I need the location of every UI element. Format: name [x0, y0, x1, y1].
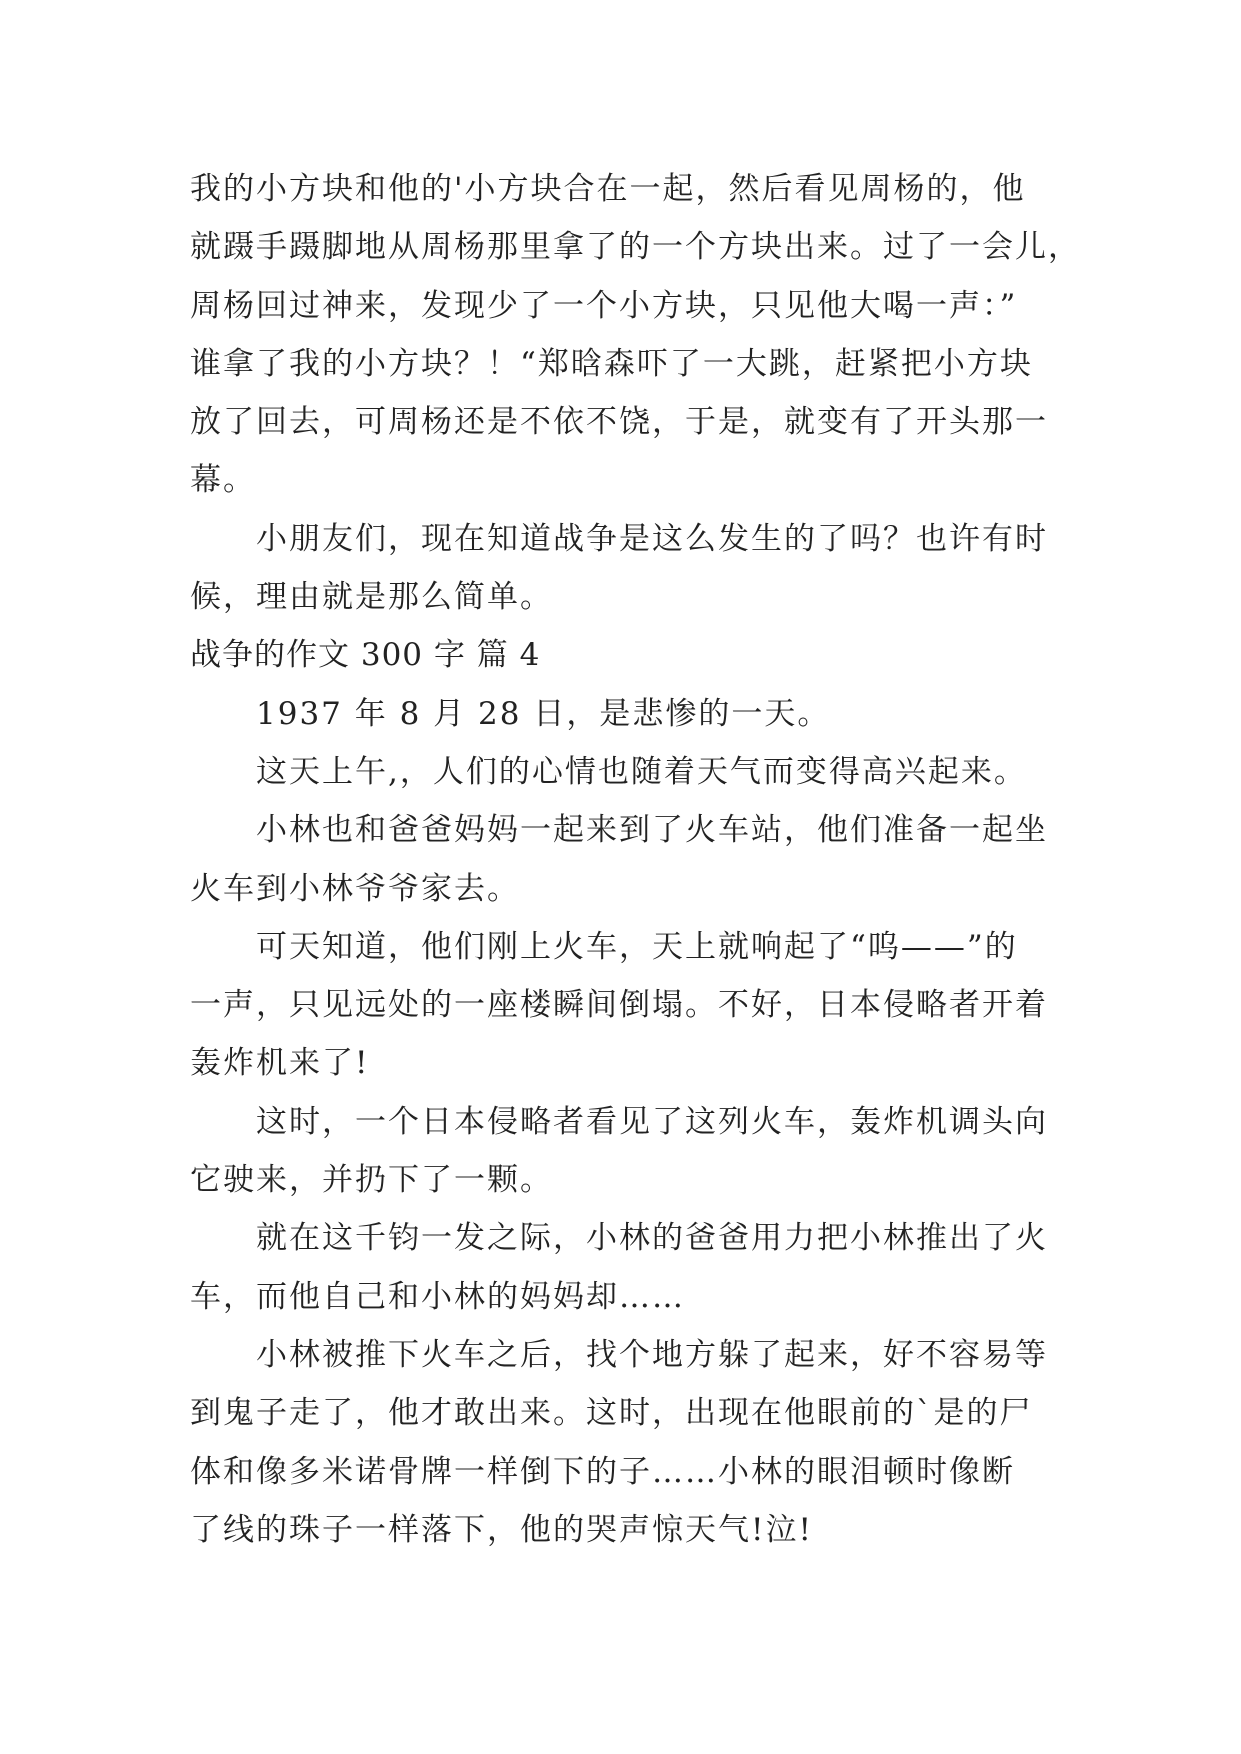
text-line: 我的小方块和他的'小方块合在一起，然后看见周杨的，他 — [190, 171, 1026, 207]
text-line: 1937 年 8 月 28 日，是悲惨的一天。 — [256, 695, 831, 732]
text-line: 火车到小林爷爷家去。 — [190, 870, 520, 907]
text-line: 小朋友们，现在知道战争是这么发生的了吗？也许有时 — [256, 520, 1048, 557]
text-line: 可天知道，他们刚上火车，天上就响起了“呜——”的 — [256, 928, 1018, 965]
text-line: 了线的珠子一样落下，他的哭声惊天气!泣! — [190, 1511, 813, 1548]
text-line: 这天上午,，人们的心情也随着天气而变得高兴起来。 — [256, 753, 1027, 790]
text-line: 谁拿了我的小方块？！“郑晗森吓了一大跳，赶紧把小方块 — [190, 345, 1033, 382]
section-heading: 战争的作文 300 字 篇 4 — [190, 637, 541, 674]
document-body — [190, 160, 1081, 1559]
text-line: 到鬼子走了，他才敢出来。这时，出现在他眼前的`是的尸 — [190, 1395, 1033, 1432]
text-line: 轰炸机来了! — [190, 1045, 370, 1082]
text-line: 放了回去，可周杨还是不依不饶，于是，就变有了开头那一 — [190, 404, 1048, 441]
text-line: 体和像多米诺骨牌一样倒下的子……小林的眼泪顿时像断 — [190, 1453, 1015, 1490]
text-line: 候，理由就是那么简单。 — [190, 579, 553, 616]
text-line: 就在这千钧一发之际，小林的爸爸用力把小林推出了火 — [256, 1220, 1048, 1257]
text-line: 车，而他自己和小林的妈妈却…… — [190, 1278, 685, 1315]
text-line: 就蹑手蹑脚地从周杨那里拿了的一个方块出来。过了一会儿， — [190, 229, 1081, 266]
text-line: 周杨回过神来，发现少了一个小方块，只见他大喝一声：” — [190, 287, 1018, 324]
text-line: 小林也和爸爸妈妈一起来到了火车站，他们准备一起坐 — [256, 812, 1048, 849]
text-line: 幕。 — [190, 462, 256, 499]
text-line: 这时，一个日本侵略者看见了这列火车，轰炸机调头向 — [256, 1103, 1048, 1140]
text-line: 小林被推下火车之后，找个地方躲了起来，好不容易等 — [256, 1336, 1048, 1373]
text-line: 它驶来，并扔下了一颗。 — [190, 1162, 553, 1199]
text-line: 一声，只见远处的一座楼瞬间倒塌。不好，日本侵略者开着 — [190, 987, 1048, 1024]
